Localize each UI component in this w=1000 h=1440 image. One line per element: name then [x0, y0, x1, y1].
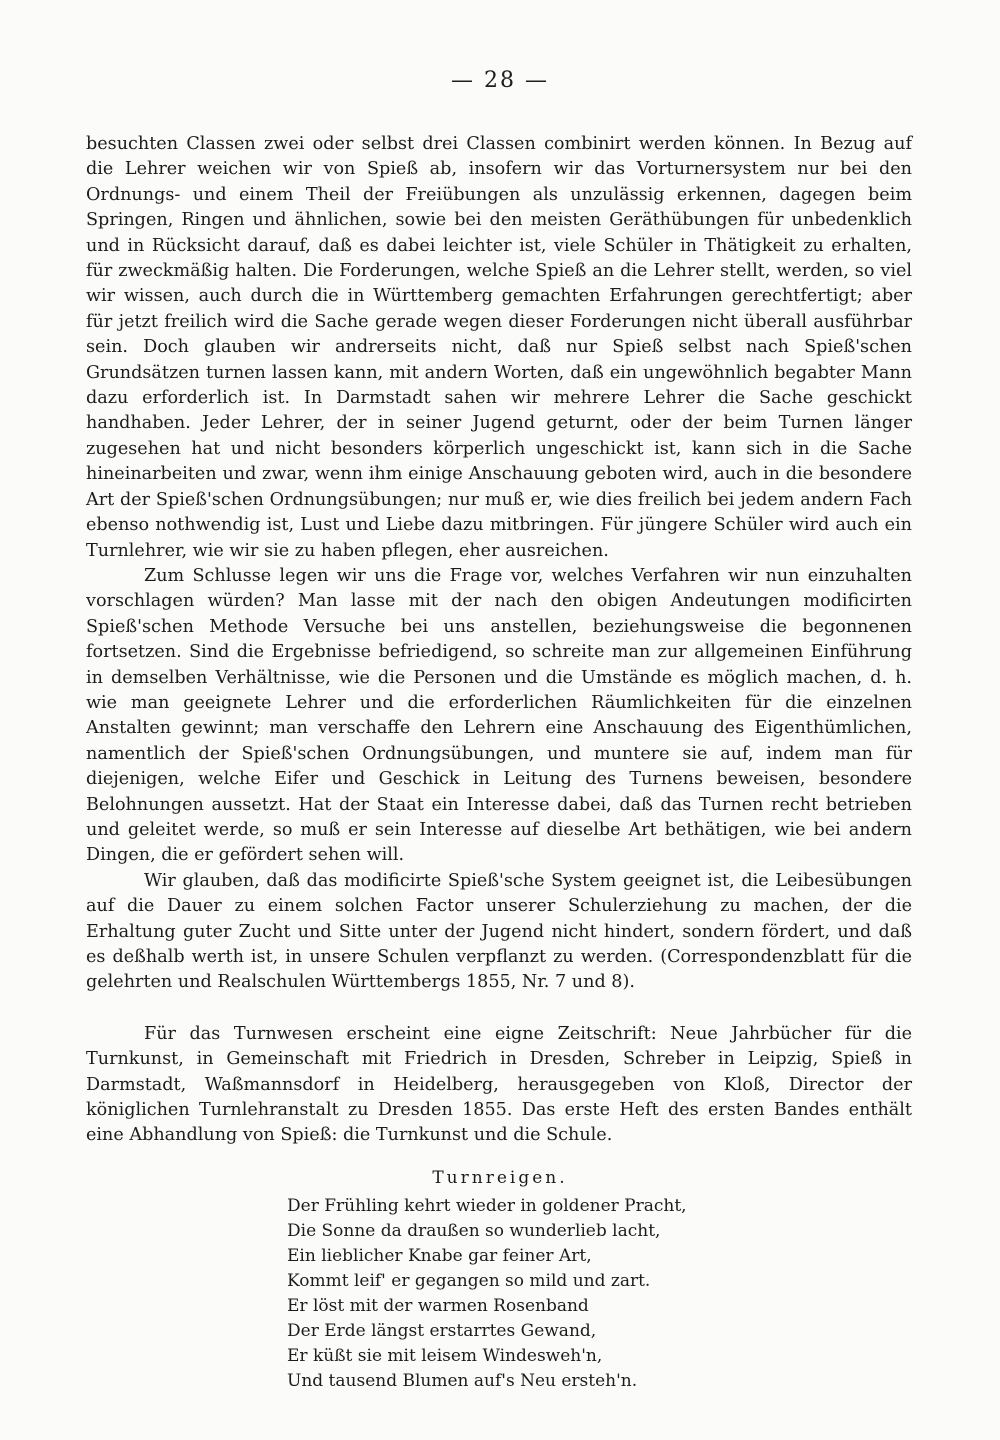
poem-line: Der Frühling kehrt wieder in goldener Pracht,	[287, 1196, 687, 1216]
paragraph-4: Für das Turnwesen erscheint eine eigne Zeitschrift: Neue Jahrbücher für die Turnkunst, in Gemeinschaft mit Friedrich in Dresden, Schreber in Leipzig, Spieß in Darmstadt, Waßmannsdorf in Heidelberg, herausgegeben von Kloß, Director der königlichen Turnlehranstalt zu Dresden 1855. Das erste Heft des ersten Bandes enthält eine Abhandlung von Spieß: die Turnkunst und die Schule.	[86, 1023, 912, 1146]
poem-line: Er küßt sie mit leisem Windesweh'n,	[287, 1346, 603, 1366]
body-text	[86, 132, 912, 1149]
paragraph-2: Zum Schlusse legen wir uns die Frage vor, welches Verfahren wir nun einzuhalten vorschlagen würden? Man lasse mit der nach den obigen Andeutungen modificirten Spieß'schen Methode Versuche bei uns anstellen, beziehungsweise die begonnenen fortsetzen. Sind die Ergebnisse befriedigend, so schreite man zur allgemeinen Einführung in demselben Verhältnisse, wie die Personen und die Umstände es möglich machen, d. h. wie man geeignete Lehrer und die erforderlichen Räumlichkeiten für die einzelnen Anstalten gewinnt; man verschaffe den Lehrern eine Anschauung des Eigenthümlichen, namentlich der Spieß'schen Ordnungsübungen, und muntere sie auf, indem man für diejenigen, welche Eifer und Geschick in Leitung des Turnens beweisen, besondere Belohnungen aussetzt. Hat der Staat ein Interesse dabei, daß das Turnen recht betrieben und geleitet werde, so muß er sein Interesse auf dieselbe Art bethätigen, wie bei andern Dingen, die er gefördert sehen will.	[86, 565, 912, 866]
poem-line: Die Sonne da draußen so wunderlieb lacht,	[287, 1221, 661, 1241]
poem-title: Turnreigen.	[432, 1168, 568, 1188]
poem-line: Ein lieblicher Knabe gar feiner Art,	[287, 1246, 592, 1266]
poem-line: Der Erde längst erstarrtes Gewand,	[287, 1321, 597, 1341]
poem-stanza-2	[287, 1294, 767, 1394]
poem-line: Und tausend Blumen auf's Neu ersteh'n.	[287, 1371, 638, 1391]
poem-line: Er löst mit der warmen Rosenband	[287, 1296, 589, 1316]
poem-line: Kommt leif' er gegangen so mild und zart.	[287, 1271, 651, 1291]
paragraph-1: besuchten Classen zwei oder selbst drei Classen combinirt werden können. In Bezug auf die Lehrer weichen wir von Spieß ab, insofern wir das Vorturnersystem nur bei den Ordnungs- und einem Theil der Freiübungen als unzulässig erkennen, dagegen beim Springen, Ringen und ähnlichen, sowie bei den meisten Geräthübungen für unbedenklich und in Rücksicht darauf, daß es dabei leichter ist, viele Schüler in Thätigkeit zu erhalten, für zweckmäßig halten. Die Forderungen, welche Spieß an die Lehrer stellt, werden, so viel wir wissen, auch durch die in Württemberg gemachten Erfahrungen gerechtfertigt; aber für jetzt freilich wird die Sache gerade wegen dieser Forderungen nicht überall ausführbar sein. Doch glauben wir andrerseits nicht, daß nur Spieß selbst nach Spieß'schen Grundsätzen turnen lassen kann, mit andern Worten, daß ein ungewöhnlich begabter Mann dazu erforderlich ist. In Darmstadt sahen wir mehrere Lehrer die Sache geschickt handhaben. Jeder Lehrer, der in seiner Jugend geturnt, oder der beim Turnen länger zugesehen hat und nicht besonders körperlich ungeschickt ist, kann sich in die Sache hineinarbeiten und zwar, wenn ihm einige Anschauung geboten wird, auch in die besondere Art der Spieß'schen Ordnungsübungen; nur muß er, wie dies freilich bei jedem andern Fach ebenso nothwendig ist, Lust und Liebe dazu mitbringen. Für jüngere Schüler wird auch ein Turnlehrer, wie wir sie zu haben pflegen, eher ausreichen.	[86, 134, 912, 561]
poem-stanza-1	[287, 1194, 767, 1294]
paragraph-3: Wir glauben, daß das modificirte Spieß'sche System geeignet ist, die Leibesübungen auf die Dauer zu einem solchen Factor unserer Schulerziehung zu machen, der die Erhaltung guter Zucht und Sitte unter der Jugend nicht hindert, sondern fördert, und daß es deßhalb werth ist, in unsere Schulen verpflanzt zu werden. (Correspondenzblatt für die gelehrten und Realschulen Württembergs 1855, Nr. 7 und 8).	[86, 870, 912, 993]
page-number: — 28 —	[451, 68, 549, 93]
